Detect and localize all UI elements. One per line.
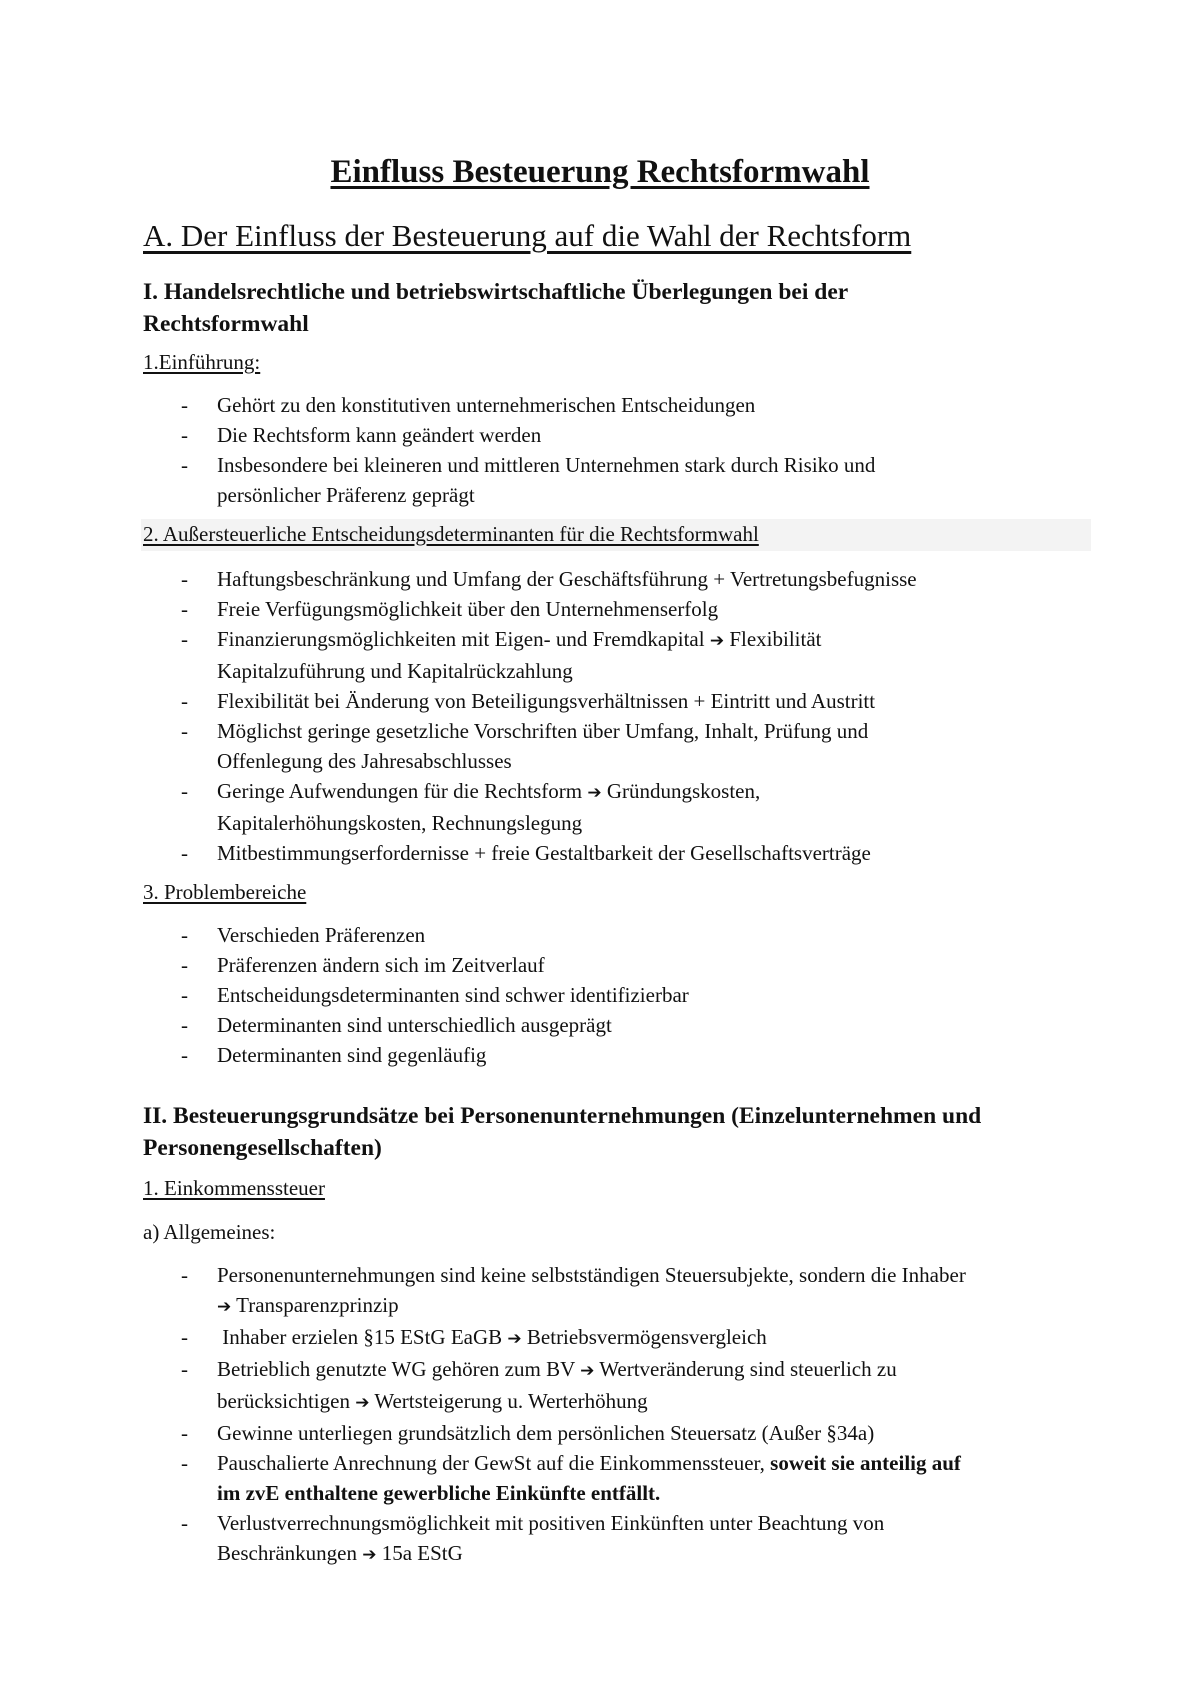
list-item-line: - Verlustverrechnungsmöglichkeit mit positiven Einkünften unter Beachtung von — [217, 1511, 885, 1535]
list-item-text: Gründungskosten, — [606, 779, 761, 803]
list-item — [0, 450, 1102, 510]
sub-heading-determinanten: 2. Außersteuerliche Entscheidungsdeterminanten für die Rechtsformwahl — [143, 522, 759, 546]
arrow-right-icon: ➔ — [217, 1297, 232, 1317]
list-item-bold-text: soweit sie anteilig auf — [770, 1451, 961, 1475]
section-2-heading-line1: II. Besteuerungsgrundsätze bei Personenunternehmungen (Einzelunternehmen und — [143, 1103, 982, 1129]
list-item-text: berücksichtigen — [217, 1389, 350, 1413]
sub-heading-einkommenssteuer: 1. Einkommenssteuer — [143, 1176, 325, 1200]
list-item-line: - Personenunternehmungen sind keine selbstständigen Steuersubjekte, sondern die Inhaber — [217, 1263, 966, 1287]
list-item-line: Kapitalerhöhungskosten, Rechnungslegung — [217, 811, 583, 835]
list-item: - Freie Verfügungsmöglichkeit über den Unternehmenserfolg — [0, 594, 1102, 624]
sub-heading-allgemeines: a) Allgemeines: — [143, 1220, 276, 1244]
list-item-bold-text: im zvE enthaltene gewerbliche Einkünfte entfällt. — [217, 1481, 661, 1505]
problembereiche-list — [0, 920, 1102, 1070]
list-item — [0, 1508, 1102, 1570]
list-item: - Gehört zu den konstitutiven unternehmerischen Entscheidungen — [0, 390, 1102, 420]
document-title: Einfluss Besteuerung Rechtsformwahl — [330, 154, 870, 190]
list-item-text: Wertveränderung sind steuerlich zu — [599, 1357, 897, 1381]
list-item: - Verschieden Präferenzen — [0, 920, 1102, 950]
section-1-heading-line2: Rechtsformwahl — [143, 311, 309, 337]
list-item: - Gewinne unterliegen grundsätzlich dem persönlichen Steuersatz (Außer §34a) — [0, 1418, 1102, 1448]
allgemeines-list — [0, 1260, 1102, 1570]
list-item: - Präferenzen ändern sich im Zeitverlauf — [0, 950, 1102, 980]
determinanten-list — [0, 564, 1102, 868]
list-item — [0, 624, 1102, 686]
list-item-text: Betrieblich genutzte WG gehören zum BV — [217, 1357, 575, 1381]
list-item-text: Betriebsvermögensvergleich — [526, 1325, 767, 1349]
arrow-right-icon: ➔ — [362, 1545, 377, 1565]
list-item-line: Kapitalzuführung und Kapitalrückzahlung — [217, 659, 573, 683]
list-item — [0, 776, 1102, 838]
list-item-text: Geringe Aufwendungen für die Rechtsform — [217, 779, 583, 803]
list-item: - Flexibilität bei Änderung von Beteiligungsverhältnissen + Eintritt und Austritt — [0, 686, 1102, 716]
section-2-heading — [143, 1100, 1093, 1164]
list-item-text: Finanzierungsmöglichkeiten mit Eigen- und Fremdkapital — [217, 627, 705, 651]
list-item: - Mitbestimmungserfordernisse + freie Gestaltbarkeit der Gesellschaftsverträge — [0, 838, 1102, 868]
list-item: - Determinanten sind gegenläufig — [0, 1040, 1102, 1070]
list-item — [0, 1322, 1102, 1354]
section-1-heading-line1: I. Handelsrechtliche und betriebswirtschaftliche Überlegungen bei der — [143, 279, 849, 305]
list-item: - Haftungsbeschränkung und Umfang der Geschäftsführung + Vertretungsbefugnisse — [0, 564, 1102, 594]
list-item: - Die Rechtsform kann geändert werden — [0, 420, 1102, 450]
list-item: - Determinanten sind unterschiedlich ausgeprägt — [0, 1010, 1102, 1040]
list-item — [0, 716, 1102, 776]
list-item-line: - Möglichst geringe gesetzliche Vorschriften über Umfang, Inhalt, Prüfung und — [217, 719, 869, 743]
list-item: - Entscheidungsdeterminanten sind schwer identifizierbar — [0, 980, 1102, 1010]
list-item — [0, 1354, 1102, 1418]
arrow-right-icon: ➔ — [355, 1393, 370, 1413]
arrow-right-icon: ➔ — [709, 631, 725, 651]
list-item-text: Wertsteigerung u. Werterhöhung — [374, 1389, 648, 1413]
section-2-heading-line2: Personengesellschaften) — [143, 1135, 382, 1161]
list-item-line: - Insbesondere bei kleineren und mittleren Unternehmen stark durch Risiko und — [217, 453, 876, 477]
sub-heading-einfuehrung: 1.Einführung: — [143, 350, 261, 374]
sub-heading-problembereiche: 3. Problembereiche — [143, 880, 307, 904]
part-a-heading: A. Der Einfluss der Besteuerung auf die Wahl der Rechtsform — [143, 218, 912, 253]
list-item-text: Inhaber erzielen §15 EStG EaGB — [217, 1325, 503, 1349]
list-item-text: Flexibilität — [729, 627, 822, 651]
arrow-right-icon: ➔ — [587, 783, 602, 803]
section-1-heading — [143, 276, 1093, 340]
einfuehrung-list — [0, 390, 1102, 510]
list-item-line: persönlicher Präferenz geprägt — [217, 483, 475, 507]
list-item — [0, 1260, 1102, 1322]
arrow-right-icon: ➔ — [580, 1361, 595, 1381]
list-item-text: Transparenzprinzip — [236, 1293, 399, 1317]
list-item-text: Beschränkungen — [217, 1541, 357, 1565]
list-item-line: Offenlegung des Jahresabschlusses — [217, 749, 512, 773]
arrow-right-icon: ➔ — [507, 1329, 522, 1349]
list-item-text: 15a EStG — [381, 1541, 463, 1565]
list-item-text: Pauschalierte Anrechnung der GewSt auf die Einkommenssteuer, — [217, 1451, 771, 1475]
list-item — [0, 1448, 1102, 1508]
